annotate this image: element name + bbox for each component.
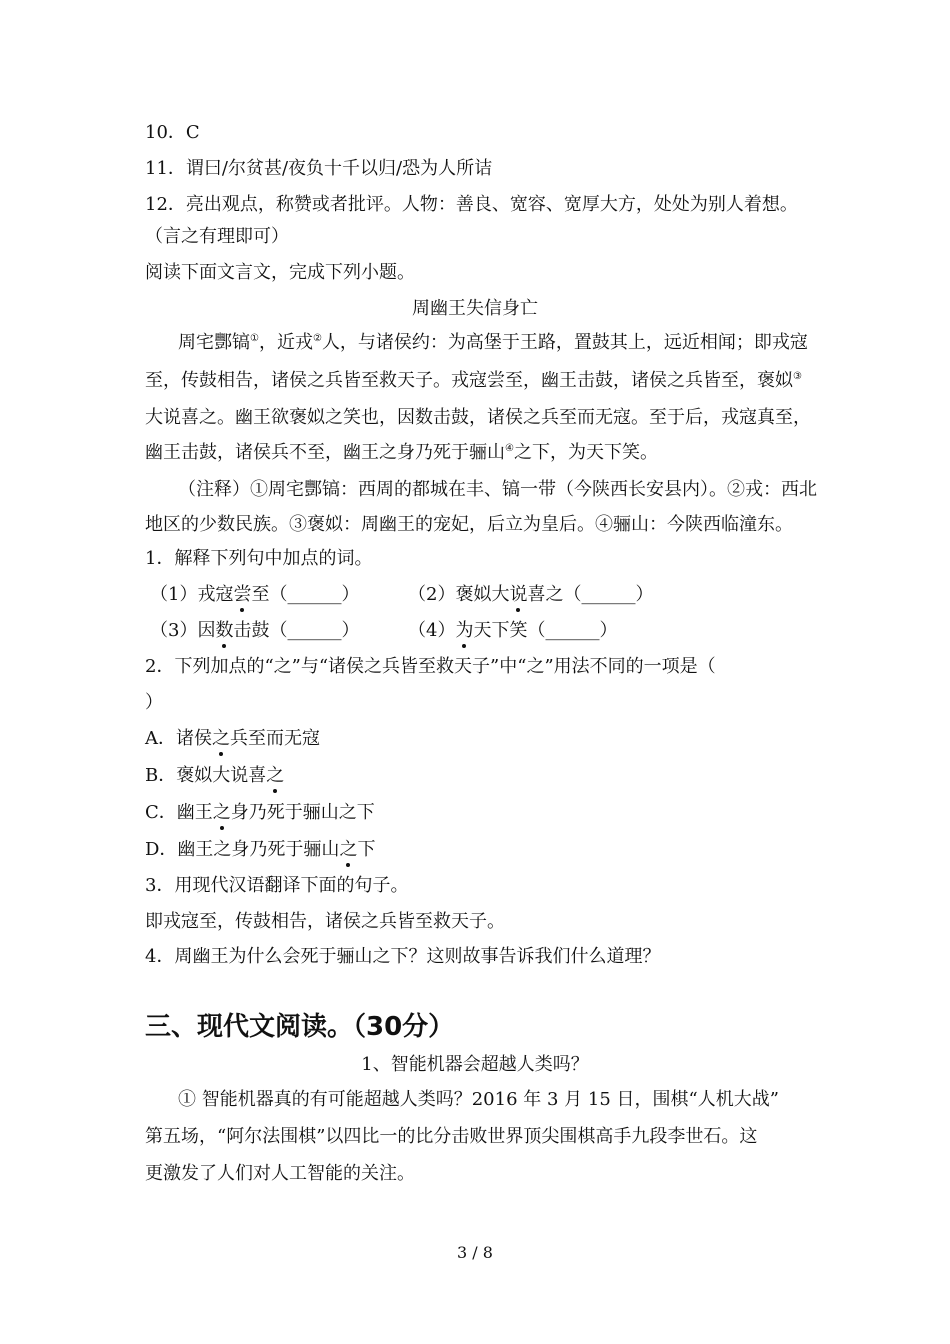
question-3: 3．用现代汉语翻译下面的句子。: [145, 875, 409, 896]
answer-blank[interactable]: ______: [581, 584, 636, 605]
question-1-item-4: [408, 618, 617, 644]
answer-10: 10．C: [145, 122, 200, 143]
question-4: 4．周幽王为什么会死于骊山之下？这则故事告诉我们什么道理？: [145, 946, 661, 967]
option-b[interactable]: [145, 763, 284, 789]
page-number: 3 / 8: [457, 1243, 493, 1262]
article-line-2: 第五场，“阿尔法围棋”以四比一的比分击败世界顶尖围棋高手九段李世石。这: [145, 1126, 758, 1147]
dotted-word: 为: [455, 618, 473, 644]
item-text: 击鼓（: [233, 620, 288, 641]
footnote-marker: ②: [312, 333, 322, 344]
option-text: D．幽王之身乃死于骊山: [145, 839, 340, 860]
item-text: 喜之（: [527, 584, 582, 605]
article-line-1: ① 智能机器真的有可能超越人类吗？2016 年 3 月 15 日，围棋“人机大战”: [178, 1089, 779, 1110]
notes-line-2: 地区的少数民族。③褒姒：周幽王的宠妃，后立为皇后。④骊山：今陕西临潼东。: [145, 514, 793, 535]
option-text: B．褒姒大说喜: [145, 765, 267, 786]
dotted-word: 之: [266, 763, 284, 789]
footnote-marker: ③: [793, 371, 802, 382]
question-3-sentence: 即戎寇至，传鼓相告，诸侯之兵皆至救天子。: [145, 911, 505, 932]
passage-text: 人，与诸侯约：为高堡于王路，置鼓其上，远近相闻；即戎寇: [321, 332, 808, 353]
section-title: 三、现代文阅读。（30分）: [145, 1012, 455, 1042]
dotted-word: 之: [212, 726, 230, 752]
option-text: C．幽王: [145, 802, 213, 823]
dotted-word: 尝: [233, 582, 251, 608]
answer-blank[interactable]: ______: [545, 620, 600, 641]
passage-text: ，近戎: [258, 332, 313, 353]
option-text: A．诸侯: [145, 728, 212, 749]
item-text: ）: [341, 584, 360, 605]
item-text: （1）戎寇: [150, 584, 234, 605]
item-text: ）: [635, 584, 654, 605]
question-1-item-1: [150, 582, 359, 608]
passage-line-3: 大说喜之。幽王欲褒姒之笑也，因数击鼓，诸侯之兵至而无寇。至于后，戎寇真至，: [145, 407, 811, 428]
answer-12-line1: 12．亮出观点，称赞或者批评。人物：善良、宽容、宽厚大方，处处为别人着想。: [145, 194, 798, 215]
passage-text: 之下，为天下笑。: [513, 442, 658, 463]
question-1-item-2: [408, 582, 653, 608]
passage-text: 至，传鼓相告，诸侯之兵皆至救天子。戎寇尝至，幽王击鼓，诸侯之兵皆至，褒姒: [145, 370, 793, 391]
passage-line-1: [178, 330, 808, 356]
dotted-word: 说: [509, 582, 527, 608]
passage-line-2: [145, 368, 802, 394]
option-c[interactable]: [145, 800, 375, 826]
passage-text: 幽王击鼓，诸侯兵不至，幽王之身乃死于骊山: [145, 442, 505, 463]
article-line-3: 更激发了人们对人工智能的关注。: [145, 1163, 415, 1184]
reading-instruction: 阅读下面文言文，完成下列小题。: [145, 262, 415, 283]
question-1: 1．解释下列句中加点的词。: [145, 548, 373, 569]
option-text: 兵至而无寇: [230, 728, 320, 749]
item-text: 至（: [251, 584, 288, 605]
article-title: 1、智能机器会超越人类吗？: [361, 1054, 589, 1075]
question-2-line2: ）: [145, 692, 163, 713]
dotted-word: 之: [339, 837, 357, 863]
option-text: 下: [357, 839, 376, 860]
notes-line-1: （注释）①周宅酆镐：西周的都城在丰、镐一带（今陕西长安县内）。②戎：西北: [178, 479, 817, 500]
footnote-marker: ①: [250, 333, 259, 344]
answer-blank[interactable]: ______: [287, 620, 342, 641]
answer-12-line2: （言之有理即可）: [145, 226, 289, 247]
question-2-line1: 2．下列加点的“之”与“诸侯之兵皆至救天子”中“之”用法不同的一项是（: [145, 656, 716, 677]
item-text: （2）褒姒大: [408, 584, 510, 605]
footnote-marker: ④: [505, 443, 514, 454]
item-text: ）: [599, 620, 618, 641]
answer-blank[interactable]: ______: [287, 584, 342, 605]
option-text: 身乃死于骊山之下: [230, 802, 375, 823]
question-1-item-3: [150, 618, 359, 644]
reading-title: 周幽王失信身亡: [412, 298, 538, 319]
item-text: ）: [341, 620, 360, 641]
answer-11: 11．谓曰/尔贫甚/夜负十千以归/恐为人所诘: [145, 158, 493, 179]
passage-line-4: [145, 440, 658, 466]
item-text: （4）: [408, 620, 456, 641]
item-text: （3）因: [150, 620, 216, 641]
option-d[interactable]: [145, 837, 375, 863]
dotted-word: 之: [213, 800, 231, 826]
option-a[interactable]: [145, 726, 320, 752]
passage-text: 周宅酆镐: [178, 332, 250, 353]
item-text: 天下笑（: [473, 620, 546, 641]
dotted-word: 数: [215, 618, 233, 644]
